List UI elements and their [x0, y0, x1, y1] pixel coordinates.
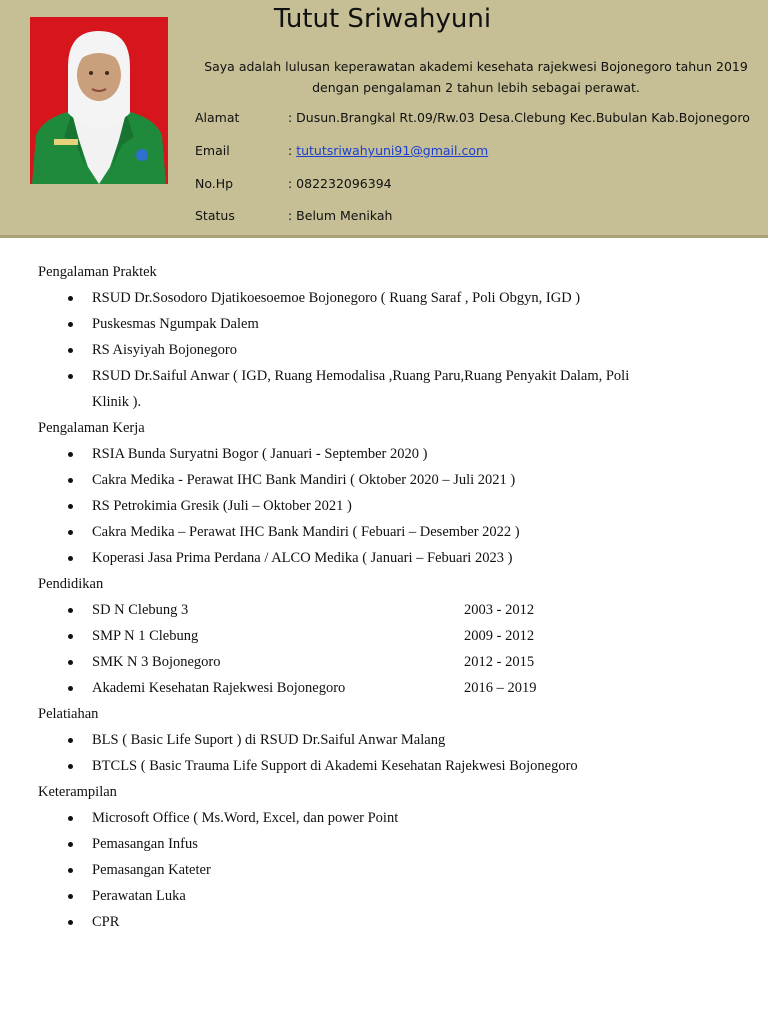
email-label: Email [195, 143, 230, 158]
kerja-list [38, 441, 738, 571]
keterampilan-list [38, 805, 738, 935]
list-item: RS Petrokimia Gresik (Juli – Oktober 2021 ) [38, 493, 738, 519]
list-item: CPR [38, 909, 738, 935]
school-name: SD N Clebung 3 [92, 602, 189, 618]
phone-label: No.Hp [195, 176, 234, 191]
pendidikan-list [38, 597, 738, 701]
list-item: Cakra Medika – Perawat IHC Bank Mandiri ( Febuari – Desember 2022 ) [38, 519, 738, 545]
list-item: Puskesmas Ngumpak Dalem [38, 311, 738, 337]
email-value-wrap [288, 143, 488, 158]
list-item: Microsoft Office ( Ms.Word, Excel, dan power Point [38, 805, 738, 831]
info-row-status [195, 208, 765, 228]
profile-summary [190, 56, 762, 98]
list-item: Pemasangan Kateter [38, 857, 738, 883]
phone-value: : 082232096394 [288, 176, 392, 191]
pelatihan-list [38, 727, 738, 779]
school-name: SMP N 1 Clebung [92, 628, 199, 644]
info-row-address [195, 110, 765, 130]
school-years: 2003 - 2012 [464, 602, 535, 618]
list-item: RSIA Bunda Suryatni Bogor ( Januari - September 2020 ) [38, 441, 738, 467]
summary-line: Saya adalah lulusan keperawatan akademi kesehata rajekwesi Bojonegoro tahun 2019 [204, 59, 748, 74]
email-link[interactable]: tututsriwahyuni91@gmail.com [296, 143, 489, 158]
list-item: RS Aisyiyah Bojonegoro [38, 337, 738, 363]
list-item [38, 623, 738, 649]
list-item: Cakra Medika - Perawat IHC Bank Mandiri ( Oktober 2020 – Juli 2021 ) [38, 467, 738, 493]
list-item-text-continued: Klinik ). [92, 394, 142, 410]
cv-header [0, 0, 768, 238]
status-label: Status [195, 208, 235, 223]
list-item: Koperasi Jasa Prima Perdana / ALCO Medika ( Januari – Febuari 2023 ) [38, 545, 738, 571]
list-item: BTCLS ( Basic Trauma Life Support di Akademi Kesehatan Rajekwesi Bojonegoro [38, 753, 738, 779]
section-title-praktek: Pengalaman Praktek [38, 264, 157, 280]
praktek-list [38, 285, 738, 415]
list-item: Perawatan Luka [38, 883, 738, 909]
section-title-kerja: Pengalaman Kerja [38, 420, 145, 436]
section-title-pendidikan: Pendidikan [38, 576, 104, 592]
list-item [38, 363, 738, 415]
person-portrait-icon [30, 17, 168, 184]
list-item [38, 675, 738, 701]
list-item: RSUD Dr.Sosodoro Djatikoesoemoe Bojonegoro ( Ruang Saraf , Poli Obgyn, IGD ) [38, 285, 738, 311]
section-title-pelatihan: Pelatiahan [38, 706, 99, 722]
school-name: SMK N 3 Bojonegoro [92, 654, 221, 670]
info-row-email [195, 143, 765, 163]
school-years: 2009 - 2012 [464, 628, 535, 644]
email-separator: : [288, 143, 297, 158]
cv-body [38, 259, 738, 935]
school-years: 2016 – 2019 [464, 680, 537, 696]
info-row-phone [195, 176, 765, 196]
list-item: BLS ( Basic Life Suport ) di RSUD Dr.Saiful Anwar Malang [38, 727, 738, 753]
school-years: 2012 - 2015 [464, 654, 535, 670]
list-item [38, 597, 738, 623]
school-name: Akademi Kesehatan Rajekwesi Bojonegoro [92, 680, 346, 696]
summary-line: dengan pengalaman 2 tahun lebih sebagai perawat. [312, 80, 640, 95]
address-label: Alamat [195, 110, 240, 125]
profile-photo [30, 17, 168, 184]
list-item: Pemasangan Infus [38, 831, 738, 857]
section-title-keterampilan: Keterampilan [38, 784, 117, 800]
status-value: : Belum Menikah [288, 208, 393, 223]
person-name: Tutut Sriwahyuni [273, 4, 492, 34]
address-value: : Dusun.Brangkal Rt.09/Rw.03 Desa.Clebung Kec.Bubulan Kab.Bojonegoro [288, 110, 750, 125]
list-item [38, 649, 738, 675]
list-item-text: RSUD Dr.Saiful Anwar ( IGD, Ruang Hemodalisa ,Ruang Paru,Ruang Penyakit Dalam, Poli [92, 368, 630, 384]
